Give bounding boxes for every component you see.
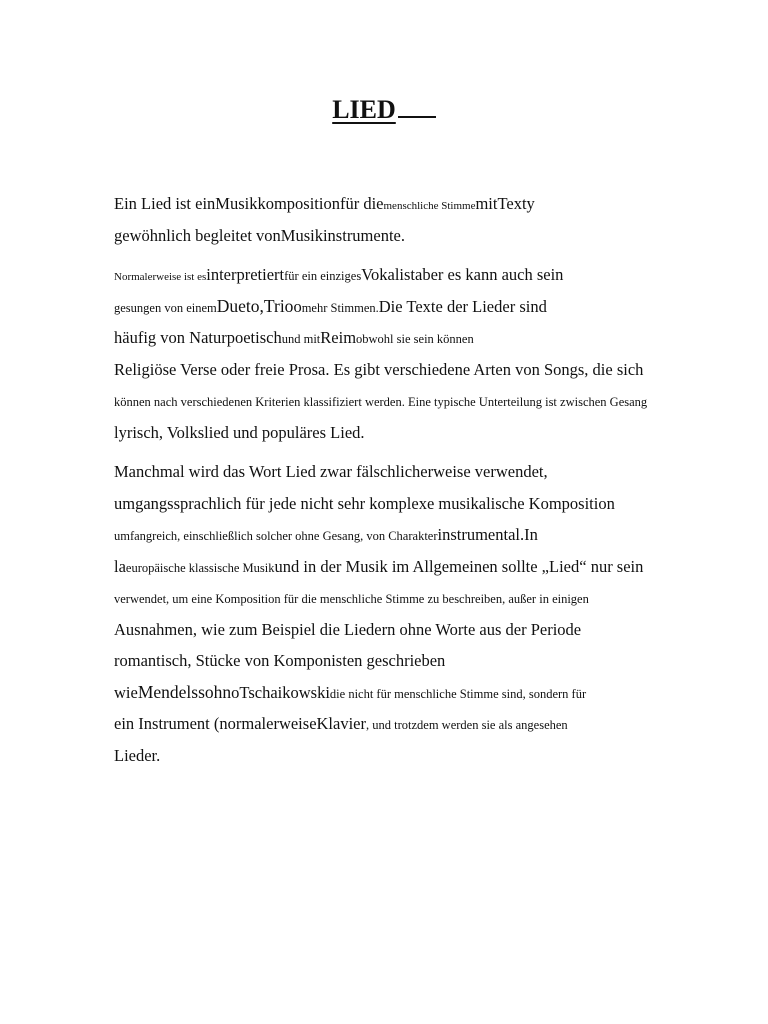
text-run: Musikkomposition xyxy=(215,194,340,213)
document-body xyxy=(114,188,714,771)
text-run: und mit xyxy=(281,332,321,346)
text-run: Musikinstrumente. xyxy=(280,225,405,245)
text-run: In xyxy=(524,525,538,544)
text-run: instrumental. xyxy=(437,525,525,544)
text-run: o xyxy=(231,682,240,702)
text-run: Mendelssohn xyxy=(137,681,232,702)
text-run: gesungen von einem xyxy=(114,300,217,315)
text-run: die nicht für menschliche Stimme sind, sondern für xyxy=(329,686,587,701)
text-run: Dueto, xyxy=(216,295,264,316)
p3-line-1 xyxy=(114,456,714,488)
text-run: Ausnahmen, wie zum Beispiel die Liedern ohne Worte aus der Periode xyxy=(114,619,582,639)
text-run: gewöhnlich begleitet von xyxy=(114,225,281,245)
p3-line-5 xyxy=(114,582,714,614)
text-run: , und trotzdem werden sie als angesehen xyxy=(366,718,568,732)
text-run: häufig von Natur xyxy=(114,328,227,347)
text-run: für die xyxy=(339,194,384,213)
text-run: für ein einziges xyxy=(284,269,362,283)
text-run: la xyxy=(114,556,126,576)
text-run: Ein Lied ist ein xyxy=(114,194,216,213)
p1-line-2 xyxy=(114,220,714,252)
p3-line-6 xyxy=(114,614,714,646)
text-run: obwohl sie sein können xyxy=(356,332,474,346)
text-run: o xyxy=(293,296,302,316)
text-run: wie xyxy=(114,682,138,702)
text-run: menschliche Stimme xyxy=(383,200,476,212)
text-run: Reim xyxy=(320,328,357,347)
text-run: Texty xyxy=(497,194,535,213)
text-run: aber es kann auch sein xyxy=(415,265,564,284)
title-text: LIED xyxy=(332,95,396,124)
text-run: Manchmal wird das Wort Lied zwar fälschlicherweise verwendet, xyxy=(114,462,548,481)
p2-line-3 xyxy=(114,322,714,354)
p3-line-10 xyxy=(114,740,714,772)
p1-line-1 xyxy=(114,188,714,220)
text-run: Religiöse Verse oder freie Prosa. Es gibt verschiedene Arten von Songs, die sich xyxy=(114,359,644,379)
text-run: Klavier xyxy=(316,714,366,733)
text-run: europäische klassische Musik xyxy=(125,560,275,575)
text-run: Trio xyxy=(263,295,294,316)
text-run: mehr Stimmen. xyxy=(301,300,379,315)
text-run: verwendet, um eine Komposition für die menschliche Stimme zu beschreiben, außer in einigen xyxy=(114,592,589,606)
text-run: ein Instrument (normalerweise xyxy=(114,714,317,733)
text-run: Normalerweise ist es xyxy=(114,271,207,283)
p3-line-3 xyxy=(114,519,714,551)
text-run: poetisch xyxy=(226,328,282,347)
document-title xyxy=(0,92,768,128)
p2-line-6 xyxy=(114,417,714,449)
text-run: interpretiert xyxy=(206,265,285,284)
p3-line-4 xyxy=(114,551,714,583)
text-run: Vokalist xyxy=(361,265,415,284)
text-run: Tschaikowski xyxy=(239,682,330,702)
text-run: Die Texte der Lieder sind xyxy=(378,296,547,316)
p3-line-8 xyxy=(114,677,714,709)
p3-line-2 xyxy=(114,488,714,520)
text-run: und in der Musik im Allgemeinen sollte „Lied“ nur sein xyxy=(274,556,644,576)
p2-line-5 xyxy=(114,385,714,417)
text-run: umfangreich, einschließlich solcher ohne Gesang, von Charakter xyxy=(114,529,438,543)
p2-line-1 xyxy=(114,259,714,291)
p2-line-4 xyxy=(114,354,714,386)
text-run: Lieder. xyxy=(114,745,161,765)
text-run: können nach verschiedenen Kriterien klassifiziert werden. Eine typische Unterteilung ist zwischen Gesang xyxy=(114,395,648,409)
p3-line-9 xyxy=(114,708,714,740)
title-underline xyxy=(398,94,436,118)
p2-line-2 xyxy=(114,291,714,323)
text-run: umgangssprachlich für jede nicht sehr komplexe musikalische Komposition xyxy=(114,493,615,513)
p3-line-7 xyxy=(114,645,714,677)
text-run: mit xyxy=(475,194,498,213)
text-run: lyrisch, Volkslied und populäres Lied. xyxy=(114,422,365,442)
text-run: romantisch, Stücke von Komponisten geschrieben xyxy=(114,651,446,670)
